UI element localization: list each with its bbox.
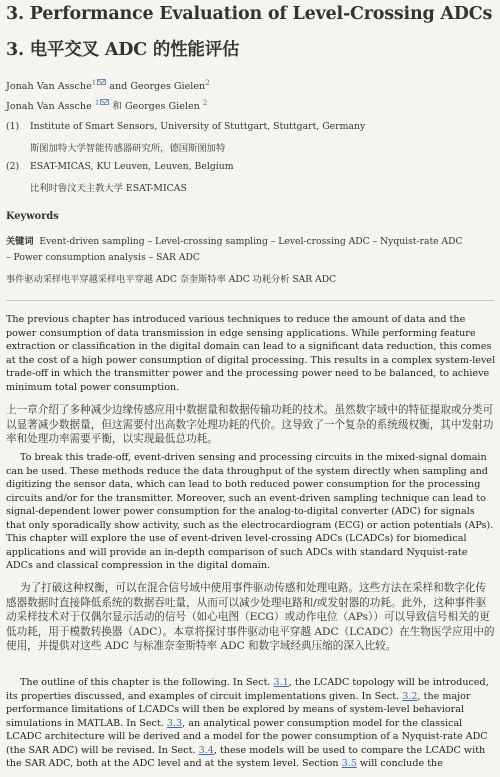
- affiliation-cn: 比利时鲁汶天主教大学 ESAT-MICAS: [30, 183, 187, 194]
- text-run: will conclude the: [356, 758, 443, 769]
- paragraph-en-3: [6, 676, 496, 771]
- section-link[interactable]: 3.2: [402, 690, 418, 702]
- email-icon[interactable]: [97, 79, 106, 85]
- authors-cn: [6, 98, 207, 112]
- keywords-heading: Keywords: [6, 211, 59, 222]
- affiliation-cn: 斯图加特大学智能传感器研究所，德国斯图加特: [30, 143, 226, 154]
- text-run: , the major performance limitations of LCADCs will then be explored by means of system-level behavioral simulations in MATLAB. In Sect.: [6, 690, 471, 729]
- keywords-en-cont: – Power consumption analysis – SAR ADC: [6, 252, 200, 263]
- keywords-line: [6, 233, 463, 247]
- paragraph-cn-2: 为了打破这种权衡，可以在混合信号域中使用事件驱动传感和处理电路。这些方法在采样和数字化传感器数据时直接降低系统的数据吞吐量，从而可以减少处理电路和/或发射器的功耗。此外，这种事件驱动采样技术对于仅偶尔显示活动的信号（如心电图（ECG）或动作电位（APs））可以导致信号相关的更低功耗，用于模数转换器（ADC）。本章将探讨事件驱动电平穿越 ADC（LCADC）在生物医学应用中的使用，并提供对这些 ADC 与标准奈奎斯特率 ADC 和数字域经典压缩的深入比较。: [6, 582, 495, 652]
- author-name: Jonah Van Assche: [6, 101, 95, 112]
- author-name: Jonah Van Assche: [6, 81, 92, 93]
- text-run: , the LCADC topology will be introduced, its properties discussed, and examples of circuit implementations given. In Sect.: [6, 677, 489, 702]
- section-link[interactable]: 3.5: [341, 758, 357, 769]
- paragraph-en-2: To break this trade-off, event-driven sensing and processing circuits in the mixed-signal domain can be used. These methods reduce the data throughput of the system directly when sampling and digitizing the sensor data, which can lead to both reduced power consumption for the processing circuits and/or for the transmitter. Moreover, such an event-driven sampling technique can lead to signal-dependent lower power consumption for the analog-to-digital converter (ADC) for signals that only sporadically show activity, such as the electrocardiogram (ECG) or action potentials (APs). This chapter will explore the use of event-driven level-crossing ADCs (LCADCs) for biomedical applications and will provide an in-depth comparison of such ADCs with standard Nyquist-rate ADCs and classical compression in the digital domain.: [6, 452, 494, 571]
- text-run: , an analytical power consumption model for the classical LCADC architecture will be derived and a model for the power consumption of a Nyquist-rate ADC (the SAR ADC) will be revised. In Sect.: [6, 717, 488, 756]
- section-link[interactable]: 3.3: [166, 717, 183, 729]
- chapter-title-en: 3. Performance Evaluation of Level-Crossing ADCs: [6, 4, 493, 24]
- section-link[interactable]: 3.1: [273, 677, 289, 688]
- keywords-cn-label: 关键词: [6, 236, 34, 247]
- paragraph-cn-1: 上一章介绍了多种减少边缘传感应用中数据量和数据传输功耗的技术。虽然数字域中的特征提取或分类可以显著减少数据量，但这需要付出高数字处理功耗的代价。这导致了一个复杂的系统级权衡，其中发射功率和处理功率需要平衡，以实现最低总功耗。: [6, 404, 494, 445]
- author-name: 和 Georges Gielen: [109, 101, 203, 112]
- email-icon[interactable]: [100, 99, 109, 105]
- keywords-en: Event-driven sampling – Level-crossing sampling – Level-crossing ADC – Nyquist-rate ADC: [39, 236, 463, 247]
- affiliation-link[interactable]: 1: [94, 98, 100, 107]
- affiliation-en: ESAT-MICAS, KU Leuven, Leuven, Belgium: [30, 161, 234, 172]
- text-run: The outline of this chapter is the following. In Sect.: [20, 677, 274, 688]
- divider: [6, 300, 494, 301]
- chapter-title-cn: 3. 电平交叉 ADC 的性能评估: [6, 40, 240, 60]
- paragraph-en-1: The previous chapter has introduced various techniques to reduce the amount of data and the power consumption of data transmission in edge sensing applications. While performing feature extraction or classification in the digital domain can lead to a significant data reduction, this comes at the cost of a high power consumption of digital processing. This results in a complex system-level trade-off in which the transmitter power and the processing power need to be balanced, to achieve minimum total power consumption.: [6, 314, 496, 393]
- authors-en: [6, 79, 210, 92]
- keywords-cn: 事件驱动采样电平穿越采样电平穿越 ADC 奈奎斯特率 ADC 功耗分析 SAR ADC: [6, 274, 337, 285]
- affiliation-number: (1): [6, 121, 20, 132]
- author-name: and Georges Gielen: [106, 81, 206, 93]
- section-link[interactable]: 3.4: [198, 744, 214, 756]
- affiliation-link[interactable]: 1: [91, 79, 97, 87]
- text-run: , these models will be used to compare the LCADC with the SAR ADC, both at the ADC level and at the system level. Section: [6, 744, 486, 769]
- affiliation-number: (2): [6, 161, 20, 172]
- affiliation-link[interactable]: 2: [202, 98, 208, 107]
- affiliation-link[interactable]: 2: [205, 79, 210, 87]
- affiliation-en: Institute of Smart Sensors, University of Stuttgart, Stuttgart, Germany: [30, 121, 366, 132]
